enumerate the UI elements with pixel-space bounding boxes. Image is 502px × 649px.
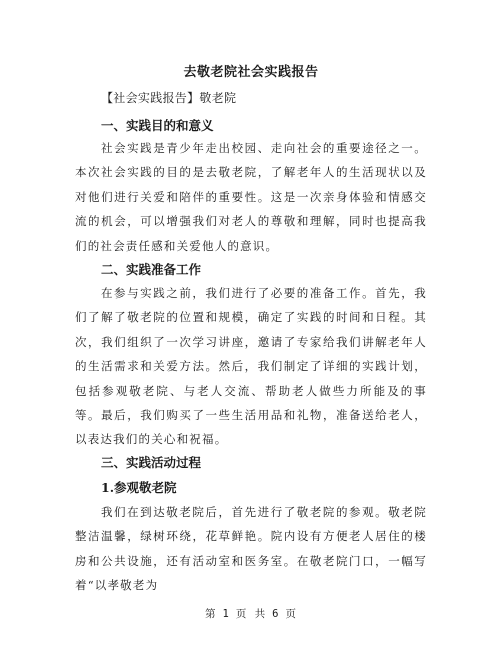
section-heading-1: 一、实践目的和意义 [101, 118, 214, 133]
subsection-heading-1: 1.参观敬老院 [101, 480, 177, 495]
section-heading-2: 二、实践准备工作 [101, 262, 202, 277]
section-heading-3: 三、实践活动过程 [101, 455, 202, 470]
footer-total-pages: 6 [272, 608, 280, 620]
document-title: 去敬老院社会实践报告 [183, 65, 319, 80]
section-paragraph-2: 在参与实践之前，我们进行了必要的准备工作。首先，我们了解了敬老院的位置和规模，确定了实践的时间和日程。其次，我们组织了一次学习讲座，邀请了专家给我们讲解老年人的生活需求和关爱方法。然后，我们制定了详细的实践计划，包括参观敬老院、与老人交流、帮助老人做些力所能及的事等。最后，我们购买了一些生活用品和礼物，准备送给老人，以表达我们的关心和祝福。 [75, 286, 427, 447]
section-paragraph-1: 社会实践是青少年走出校园、走向社会的重要途径之一。本次社会实践的目的是去敬老院，了解老年人的生活现状以及对他们进行关爱和陪伴的重要性。这是一次亲身体验和情感交流的机会，可以增强我们对老人的尊敬和理解，同时也提高我们的社会责任感和关爱他人的意识。 [75, 141, 427, 253]
footer-page-number: 1 [222, 608, 230, 620]
document-subtitle: 【社会实践报告】敬老院 [101, 91, 237, 105]
footer-middle: 页 共 [235, 608, 267, 620]
footer-prefix: 第 [205, 608, 217, 620]
footer-suffix: 页 [285, 608, 297, 620]
section-paragraph-3: 我们在到达敬老院后，首先进行了敬老院的参观。敬老院整洁温馨，绿树环绕，花草鲜艳。院内设有方便老人居住的楼房和公共设施，还有活动室和医务室。在敬老院门口，一幅写着“以孝敬老为 [75, 505, 427, 593]
page-footer [0, 606, 502, 621]
